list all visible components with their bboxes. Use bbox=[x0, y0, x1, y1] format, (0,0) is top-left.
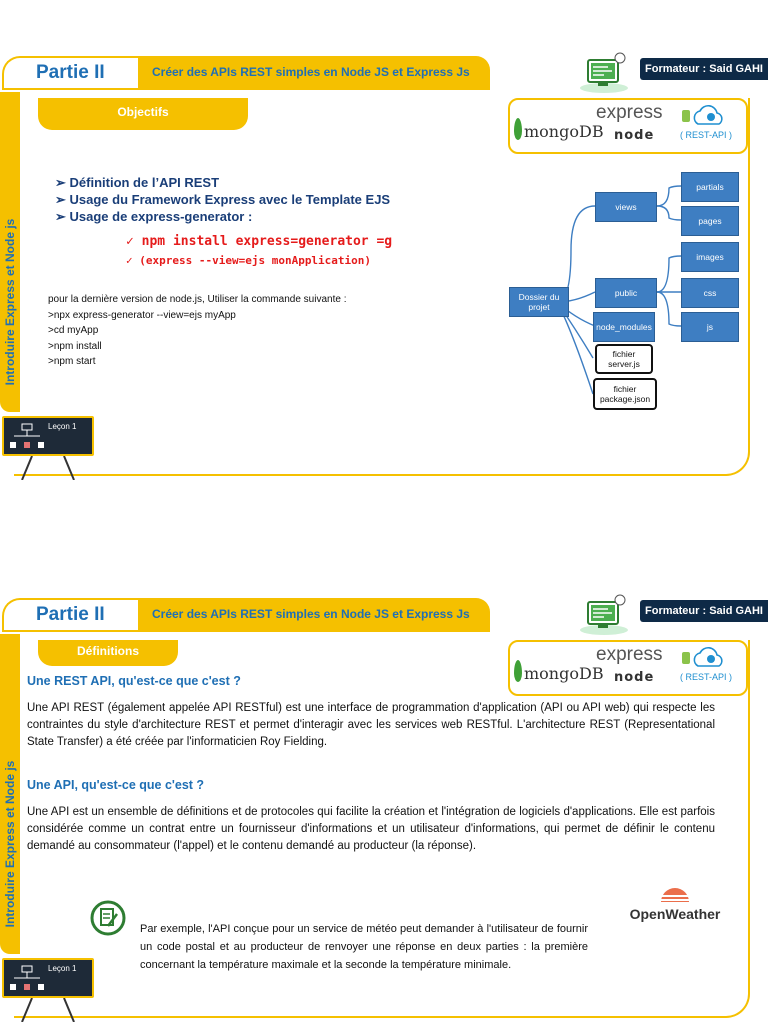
openweather-logo bbox=[620, 878, 730, 926]
chapter-title: Créer des APIs REST simples en Node JS et Express Js bbox=[152, 607, 470, 621]
tree-node-public: public bbox=[595, 278, 657, 308]
instruction-line: >npm start bbox=[48, 356, 96, 367]
partie-label-box bbox=[2, 598, 140, 632]
rest-api-cloud-icon bbox=[678, 102, 728, 128]
slide-objectifs bbox=[0, 40, 768, 480]
tab-objectifs bbox=[38, 98, 248, 130]
lesson-diagram-icon bbox=[8, 962, 48, 996]
instruction-line: pour la dernière version de node.js, Utiliser la commande suivante : bbox=[48, 294, 347, 305]
slide-definitions bbox=[0, 582, 768, 1022]
side-label: Introduire Express et Node js bbox=[3, 760, 17, 928]
formateur-badge: Formateur : Said GAHI bbox=[640, 58, 768, 80]
rest-api-label: ( REST-API ) bbox=[680, 130, 733, 140]
express-logo: express bbox=[596, 644, 663, 665]
rest-api-label: ( REST-API ) bbox=[680, 672, 733, 682]
mongodb-leaf-icon bbox=[514, 660, 522, 682]
node-logo: node bbox=[614, 670, 655, 685]
lecon-label: Leçon 1 bbox=[48, 422, 77, 431]
tree-node-partials: partials bbox=[681, 172, 739, 202]
partie-label-box bbox=[2, 56, 140, 90]
tree-node-pages: pages bbox=[681, 206, 739, 236]
lecon-label: Leçon 1 bbox=[48, 964, 77, 973]
lecon-board bbox=[2, 416, 94, 456]
mongodb-logo: mongoDB bbox=[524, 664, 604, 683]
lesson-diagram-icon bbox=[8, 420, 48, 454]
express-logo: express bbox=[596, 102, 663, 123]
paragraph-api: Une API est un ensemble de définitions et de protocoles qui facilite la création et l'intégration de logiciels d'applications. Elle est parfois considérée comme un contrat entre un fournisseur d'informations et un utilisateur d'informations, qui permet de définir le contenu demandé au consommateur (l'appel) et le contenu demandé au producteur (la réponse). bbox=[27, 806, 715, 852]
side-label: Introduire Express et Node js bbox=[3, 218, 17, 386]
list-item: ➢ Usage de express-generator : bbox=[55, 209, 253, 224]
mongodb-logo: mongoDB bbox=[524, 122, 604, 141]
tab-definitions bbox=[38, 640, 178, 666]
note-edit-icon bbox=[90, 900, 126, 936]
node-logo: node bbox=[614, 128, 655, 143]
heading-api: Une API, qu'est-ce que c'est ? bbox=[27, 778, 205, 792]
tech-logos bbox=[508, 640, 748, 696]
side-bar bbox=[0, 92, 20, 412]
partie-label: Partie II bbox=[36, 62, 105, 83]
mongodb-leaf-icon bbox=[514, 118, 522, 140]
tree-node-views: views bbox=[595, 192, 657, 222]
sun-icon bbox=[655, 878, 695, 906]
chapter-title-bar bbox=[138, 56, 490, 90]
instruction-line: >npm install bbox=[48, 340, 102, 352]
paragraph-rest-api: Une API REST (également appelée API RESTful) est une interface de programmation d'application (API ou API web) qui respecte les contraintes du style d'architecture REST et permet d'interagir avec les services web RESTful. L'architecture REST (Representational State Transfer) a été créée par l'informaticien Roy Fielding. bbox=[27, 702, 715, 748]
command-express: ✓ (express --view=ejs monApplication) bbox=[126, 254, 372, 267]
lecon-board bbox=[2, 958, 94, 998]
tree-node-package: fichier package.json bbox=[593, 378, 657, 410]
list-item: ➢ Usage du Framework Express avec le Template EJS bbox=[55, 192, 391, 207]
side-bar bbox=[0, 634, 20, 954]
tree-node-root: Dossier du projet bbox=[509, 287, 569, 317]
command-install: ✓ npm install express=generator =g bbox=[126, 234, 393, 249]
tree-node-css: css bbox=[681, 278, 739, 308]
easel-legs-icon bbox=[18, 998, 78, 1022]
chapter-title: Créer des APIs REST simples en Node JS et Express Js bbox=[152, 65, 470, 79]
easel-legs-icon bbox=[18, 456, 78, 480]
formateur-badge: Formateur : Said GAHI bbox=[640, 600, 768, 622]
heading-rest-api: Une REST API, qu'est-ce que c'est ? bbox=[27, 674, 241, 688]
objectives-list bbox=[55, 174, 475, 225]
instruction-line: >npx express-generator --view=ejs myApp bbox=[48, 309, 236, 321]
tree-node-server: fichier server.js bbox=[595, 344, 653, 374]
partie-label: Partie II bbox=[36, 604, 105, 625]
tab-definitions-label: Définitions bbox=[77, 644, 139, 658]
list-item: ➢ Définition de l’API REST bbox=[55, 175, 220, 190]
instructions bbox=[48, 292, 347, 370]
computer-code-icon bbox=[578, 594, 630, 636]
openweather-label: OpenWeather bbox=[629, 906, 721, 922]
tree-node-node-modules: node_modules bbox=[593, 312, 655, 342]
example-paragraph: Par exemple, l'API conçue pour un service de météo peut demander à l'utilisateur de fournir un code postal et au producteur de renvoyer une réponse en deux parties : la première concernant la température maximale et la seconde la température minimale. bbox=[140, 923, 588, 971]
tree-node-images: images bbox=[681, 242, 739, 272]
instruction-line: >cd myApp bbox=[48, 325, 99, 336]
tech-logos bbox=[508, 98, 748, 154]
tab-objectifs-label: Objectifs bbox=[117, 105, 169, 119]
chapter-title-bar bbox=[138, 598, 490, 632]
computer-code-icon bbox=[578, 52, 630, 94]
tree-node-js: js bbox=[681, 312, 739, 342]
rest-api-cloud-icon bbox=[678, 644, 728, 670]
